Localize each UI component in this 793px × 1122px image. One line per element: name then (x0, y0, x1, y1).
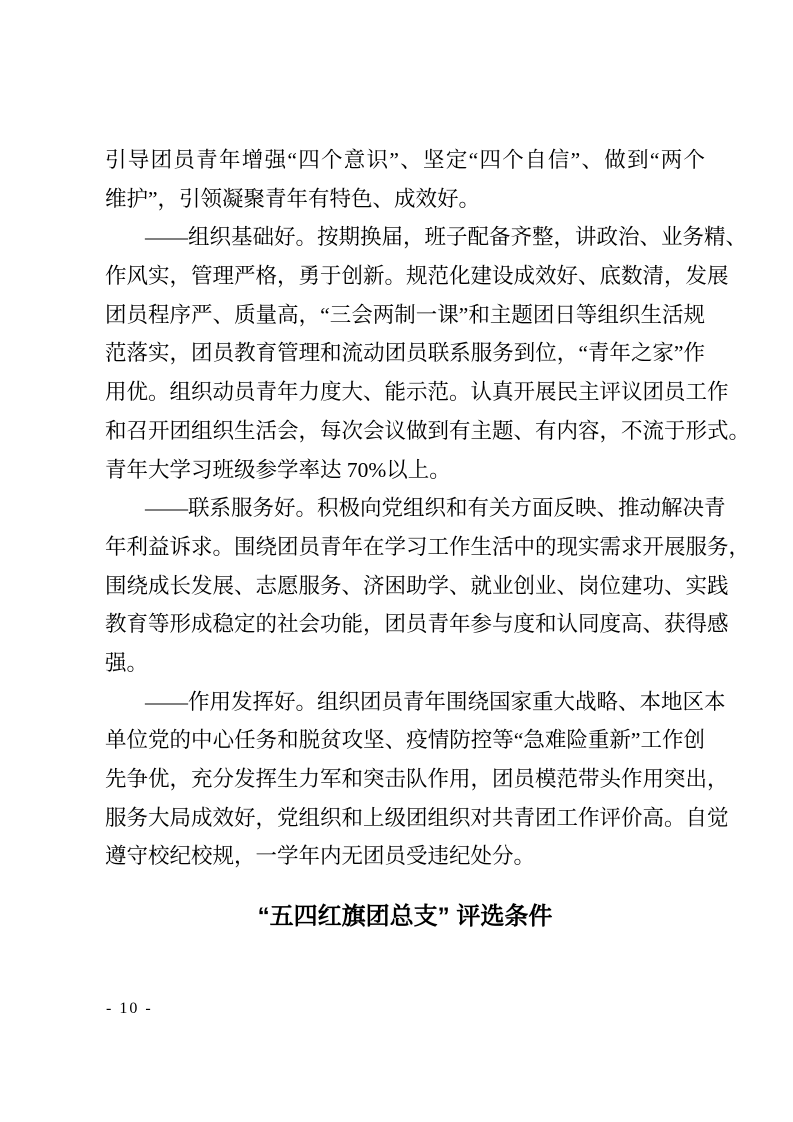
page-number: - 10 - (106, 1000, 153, 1017)
text-line: 作风实，管理严格，勇于创新。规范化建设成效好、底数清，发展 (105, 264, 729, 289)
text-line: 单位党的中心任务和脱贫攻坚、疫情防控等“急难险重新”工作创 (105, 728, 705, 753)
text-line: 先争优，充分发挥生力军和突击队作用，团员模范带头作用突出， (105, 767, 729, 791)
text-line: 引导团员青年增强“四个意识”、坚定“四个自信”、做到“两个 (105, 148, 705, 172)
text-line: 维护”，引领凝聚青年有特色、成效好。 (105, 186, 481, 211)
document-body (105, 141, 751, 939)
text-line: ——作用发挥好。组织团员青年围绕国家重大战略、本地区本 (145, 689, 726, 714)
text-line: ——联系服务好。积极向党组织和有关方面反映、推动解决青 (145, 496, 726, 521)
text-line: 围绕成长发展、志愿服务、济困助学、就业创业、岗位建功、实践 (105, 573, 729, 598)
text-line: 服务大局成效好，党组织和上级团组织对共青团工作评价高。自觉 (105, 805, 729, 830)
text-line: 用优。组织动员青年力度大、能示范。认真开展民主评议团员工作 (105, 380, 729, 405)
text-line: 青年大学习班级参学率达 70%以上。 (105, 457, 451, 482)
text-line: 团员程序严、质量高，“三会两制一课”和主题团日等组织生活规 (105, 302, 705, 327)
text-line: 范落实，团员教育管理和流动团员联系服务到位，“青年之家”作 (105, 341, 705, 366)
text-line: 教育等形成稳定的社会功能，团员青年参与度和认同度高、获得感 (105, 612, 729, 637)
section-heading: “五四红旗团总支” 评选条件 (257, 903, 553, 931)
text-line: 遵守校纪校规，一学年内无团员受违纪处分。 (105, 844, 536, 869)
text-line: 和召开团组织生活会，每次会议做到有主题、有内容，不流于形式。 (105, 418, 751, 443)
text-line: 强。 (105, 650, 149, 675)
text-line: ——组织基础好。按期换届，班子配备齐整，讲政治、业务精、 (145, 225, 748, 250)
text-line: 年利益诉求。围绕团员青年在学习工作生活中的现实需求开展服务， (105, 534, 751, 559)
